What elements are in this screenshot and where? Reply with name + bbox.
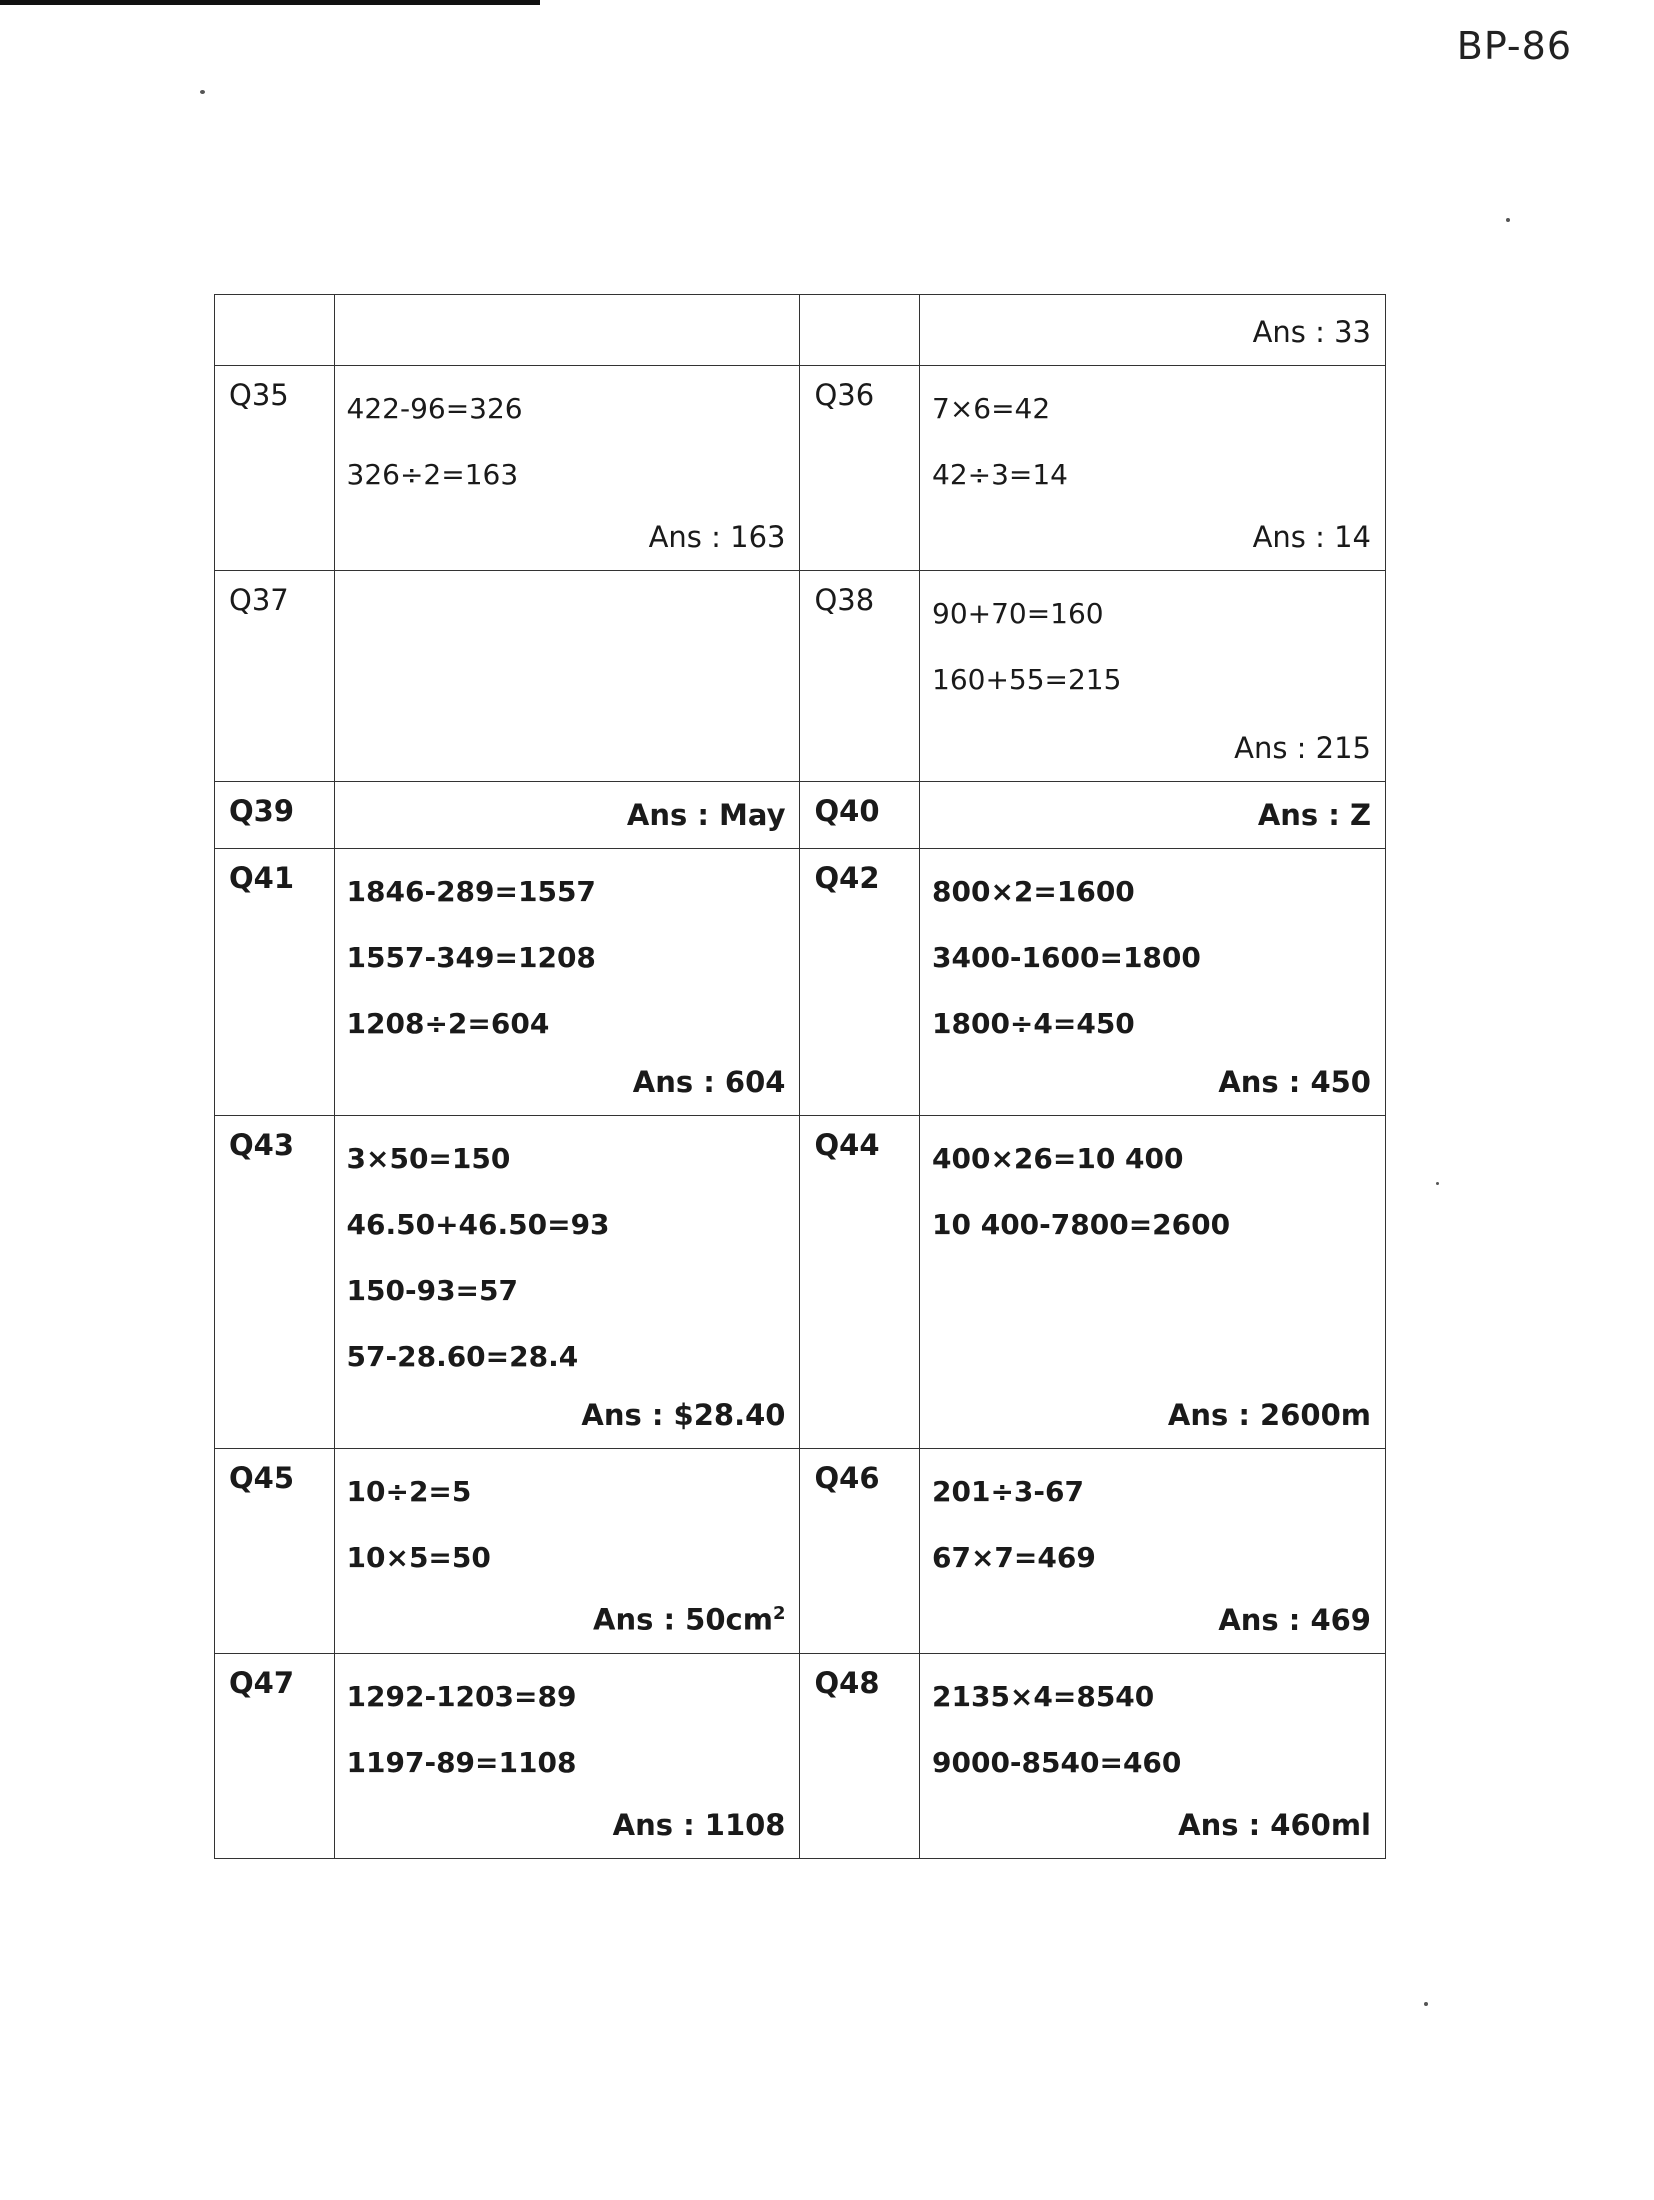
- question-label-cell: [215, 1449, 335, 1654]
- working-line: 800×2=1600: [932, 875, 1135, 908]
- working-cell: [334, 571, 800, 782]
- answer-text: [593, 1585, 785, 1649]
- answer-value: Ans : 460ml: [1178, 1808, 1371, 1842]
- answer-value: Ans : 163: [648, 520, 786, 554]
- question-label-cell: [215, 1116, 335, 1449]
- working-cell: [334, 1449, 800, 1654]
- working-line: 46.50+46.50=93: [346, 1208, 610, 1241]
- working-line: 3×50=150: [346, 1142, 511, 1175]
- working-cell: [920, 1449, 1386, 1654]
- question-number: Q38: [814, 583, 875, 617]
- answer-superscript: 2: [772, 1603, 786, 1625]
- question-label-cell: [800, 571, 920, 782]
- working-line: 1557-349=1208: [346, 941, 596, 974]
- answer-value: Ans : 50cm: [593, 1603, 773, 1637]
- working-cell: [334, 782, 800, 849]
- working-cell: [920, 366, 1386, 571]
- answer-value: Ans : 215: [1234, 731, 1371, 765]
- table-row: [215, 849, 1386, 1116]
- answer-text: [1168, 1386, 1371, 1444]
- table-row: [215, 1116, 1386, 1449]
- working-line: 2135×4=8540: [932, 1680, 1155, 1713]
- question-label-cell: [800, 295, 920, 366]
- working-cell: [920, 1116, 1386, 1449]
- working-cell: [334, 366, 800, 571]
- answer-text: [1253, 303, 1371, 361]
- question-number: [215, 295, 334, 307]
- working-cell: [334, 1116, 800, 1449]
- answer-value: Ans : 469: [1218, 1603, 1371, 1637]
- working-line: 1197-89=1108: [346, 1746, 577, 1779]
- answer-text: [1253, 508, 1371, 566]
- question-label-cell: [800, 366, 920, 571]
- working-line: 201÷3-67: [932, 1475, 1084, 1508]
- answer-text: [1218, 1053, 1371, 1111]
- question-number: Q45: [229, 1461, 295, 1495]
- question-label-cell: [215, 849, 335, 1116]
- question-number: Q43: [229, 1128, 295, 1162]
- table-row: [215, 1449, 1386, 1654]
- answer-value: Ans : 33: [1252, 315, 1371, 349]
- question-number: Q37: [229, 583, 289, 617]
- question-number: Q41: [229, 861, 295, 895]
- table-row: [215, 571, 1386, 782]
- working-line: 10÷2=5: [346, 1475, 472, 1508]
- working-line: 1800÷4=450: [932, 1007, 1135, 1040]
- answer-text: [581, 1386, 785, 1444]
- question-number: Q40: [814, 794, 880, 828]
- working-line: 1208÷2=604: [346, 1007, 550, 1040]
- answer-value: Ans : May: [626, 798, 786, 832]
- table-row: [215, 1654, 1386, 1859]
- table-row: [215, 295, 1386, 366]
- answer-value: Ans : 2600m: [1167, 1398, 1371, 1432]
- working-cell: [920, 571, 1386, 782]
- scan-speck: [1506, 218, 1510, 222]
- working-cell: [920, 849, 1386, 1116]
- working-line: 160+55=215: [932, 663, 1122, 696]
- working-line: 150-93=57: [346, 1274, 518, 1307]
- scan-speck: [1436, 1182, 1439, 1185]
- working-line: 422-96=326: [346, 392, 523, 425]
- working-line: 3400-1600=1800: [932, 941, 1201, 974]
- working-line: 1846-289=1557: [346, 875, 596, 908]
- answer-value: Ans : Z: [1257, 798, 1371, 832]
- working-line: 57-28.60=28.4: [346, 1340, 579, 1373]
- scan-speck: [200, 90, 205, 94]
- answer-value: Ans : 450: [1218, 1065, 1371, 1099]
- question-label-cell: [215, 782, 335, 849]
- answer-table: [214, 294, 1386, 1859]
- working-cell: [920, 782, 1386, 849]
- question-number: Q42: [814, 861, 880, 895]
- table-row: [215, 782, 1386, 849]
- working-line: 67×7=469: [932, 1541, 1096, 1574]
- top-rule: [0, 0, 540, 5]
- answer-text: [613, 1796, 786, 1854]
- question-number: Q36: [814, 378, 875, 412]
- question-number: Q48: [814, 1666, 880, 1700]
- answer-value: Ans : 604: [632, 1065, 786, 1099]
- working-cell: [920, 295, 1386, 366]
- question-number: Q35: [229, 378, 289, 412]
- question-label-cell: [215, 1654, 335, 1859]
- question-label-cell: [215, 571, 335, 782]
- question-label-cell: [800, 782, 920, 849]
- answer-text: [1178, 1796, 1371, 1854]
- question-label-cell: [800, 849, 920, 1116]
- question-number: Q47: [229, 1666, 295, 1700]
- question-label-cell: [215, 295, 335, 366]
- page-id: BP-86: [1456, 24, 1572, 68]
- working-cell: [920, 1654, 1386, 1859]
- answer-text: [1218, 1591, 1371, 1649]
- working-line: 10×5=50: [346, 1541, 491, 1574]
- working-line: 326÷2=163: [346, 458, 519, 491]
- question-label-cell: [800, 1449, 920, 1654]
- answer-text: [627, 786, 786, 844]
- answer-text: [649, 508, 786, 566]
- question-label-cell: [215, 366, 335, 571]
- table-row: [215, 366, 1386, 571]
- working-line: 10 400-7800=2600: [932, 1208, 1231, 1241]
- answer-text: [633, 1053, 786, 1111]
- answer-text: [1234, 719, 1371, 777]
- working-line: 1292-1203=89: [346, 1680, 577, 1713]
- working-cell: [334, 849, 800, 1116]
- scan-speck: [1424, 2002, 1428, 2006]
- answer-text: [1258, 786, 1371, 844]
- working-line: 90+70=160: [932, 597, 1104, 630]
- working-line: 9000-8540=460: [932, 1746, 1182, 1779]
- working-cell: [334, 295, 800, 366]
- answer-value: Ans : $28.40: [581, 1398, 786, 1432]
- working-line: 42÷3=14: [932, 458, 1068, 491]
- question-number: Q39: [229, 794, 295, 828]
- question-label-cell: [800, 1654, 920, 1859]
- working-line: 7×6=42: [932, 392, 1051, 425]
- question-number: Q46: [814, 1461, 880, 1495]
- working-cell: [334, 1654, 800, 1859]
- answer-value: Ans : 1108: [612, 1808, 786, 1842]
- question-number: [800, 295, 919, 307]
- answer-value: Ans : 14: [1252, 520, 1371, 554]
- question-number: Q44: [814, 1128, 880, 1162]
- question-label-cell: [800, 1116, 920, 1449]
- working-line: 400×26=10 400: [932, 1142, 1184, 1175]
